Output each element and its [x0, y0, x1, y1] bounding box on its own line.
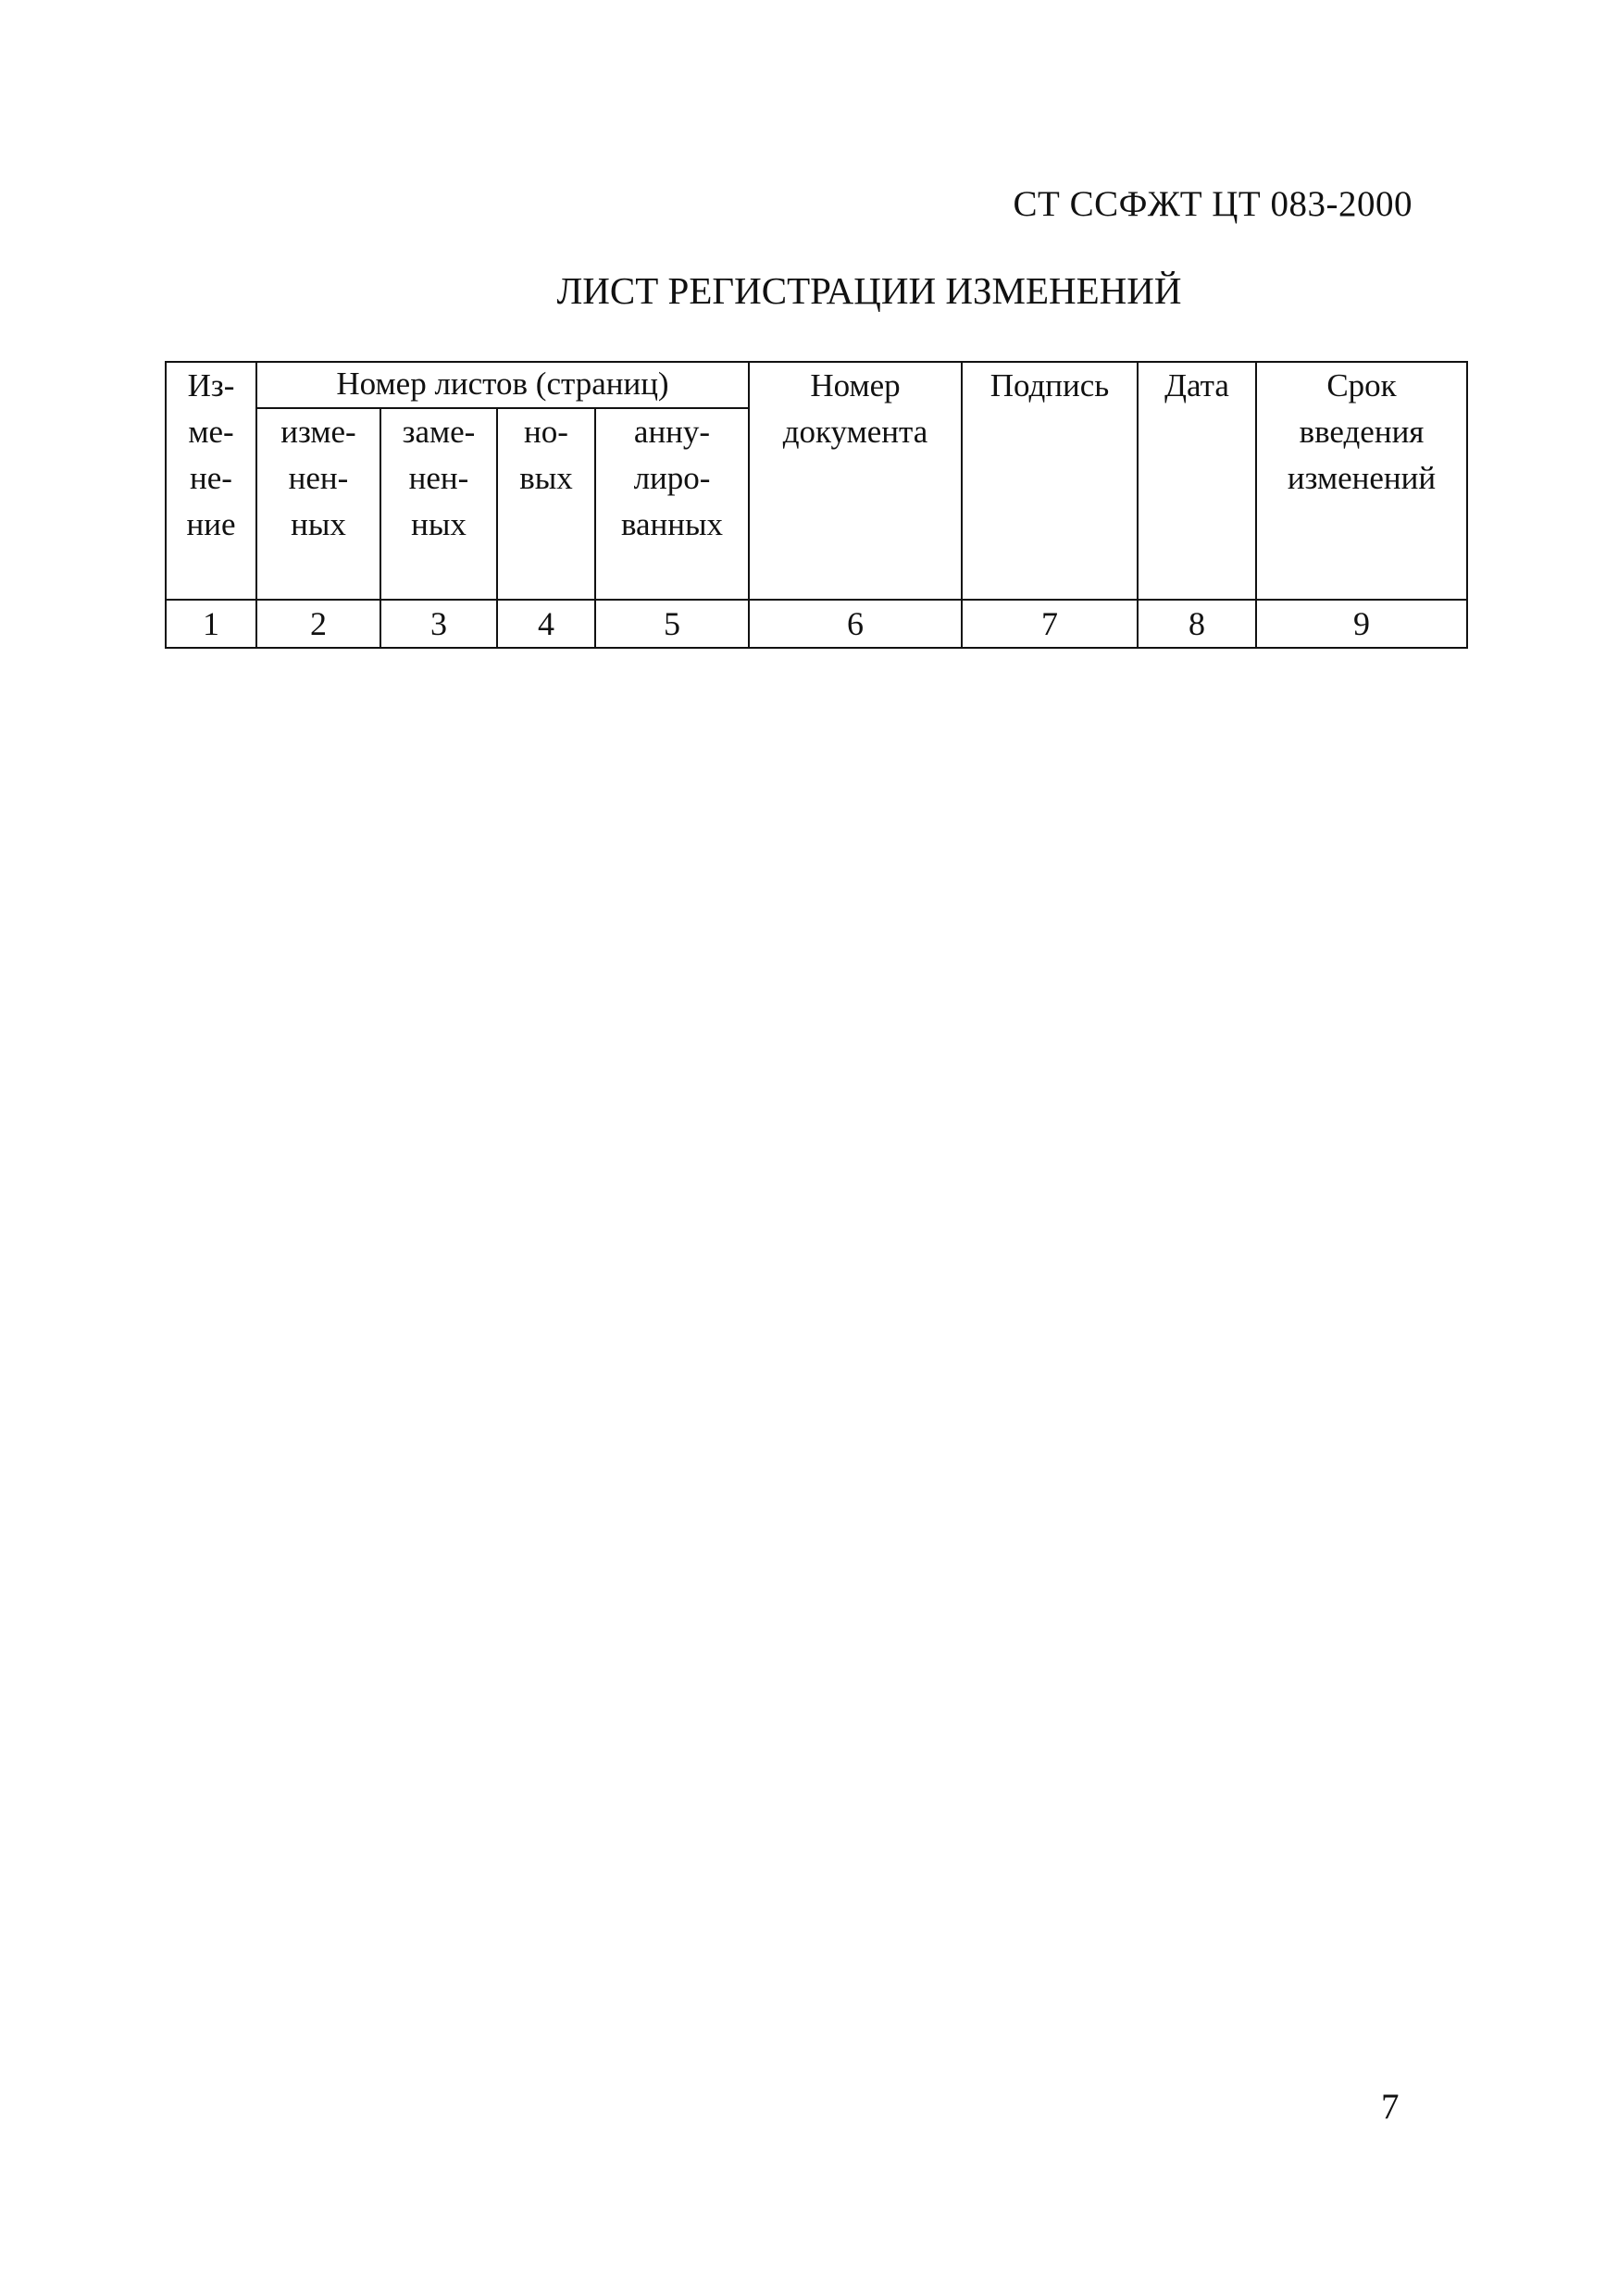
column-number: 3	[380, 600, 497, 648]
header-replaced: заме- нен- ных	[380, 408, 497, 600]
column-number-row	[166, 600, 1467, 648]
column-number: 5	[595, 600, 749, 648]
header-date: Дата	[1138, 362, 1256, 600]
header-signature: Подпись	[962, 362, 1138, 600]
column-number: 9	[1256, 600, 1467, 648]
column-number: 2	[256, 600, 380, 648]
column-number: 6	[749, 600, 962, 648]
page-number: 7	[1381, 2087, 1400, 2127]
table-header-row	[166, 362, 1467, 408]
column-number: 7	[962, 600, 1138, 648]
change-registration-table	[165, 361, 1468, 649]
header-sheet-numbers: Номер листов (страниц)	[256, 362, 749, 408]
page-title: ЛИСТ РЕГИСТРАЦИИ ИЗМЕНЕНИЙ	[556, 269, 1182, 312]
header-document-number: Номер документа	[749, 362, 962, 600]
header-new: но- вых	[497, 408, 595, 600]
header-deadline: Срок введения изменений	[1256, 362, 1467, 600]
header-annulled: анну- лиро- ванных	[595, 408, 749, 600]
column-number: 4	[497, 600, 595, 648]
header-change: Из- ме- не- ние	[166, 362, 256, 600]
column-number: 8	[1138, 600, 1256, 648]
document-code: СТ ССФЖТ ЦТ 083-2000	[1013, 184, 1413, 224]
column-number: 1	[166, 600, 256, 648]
header-changed: изме- нен- ных	[256, 408, 380, 600]
